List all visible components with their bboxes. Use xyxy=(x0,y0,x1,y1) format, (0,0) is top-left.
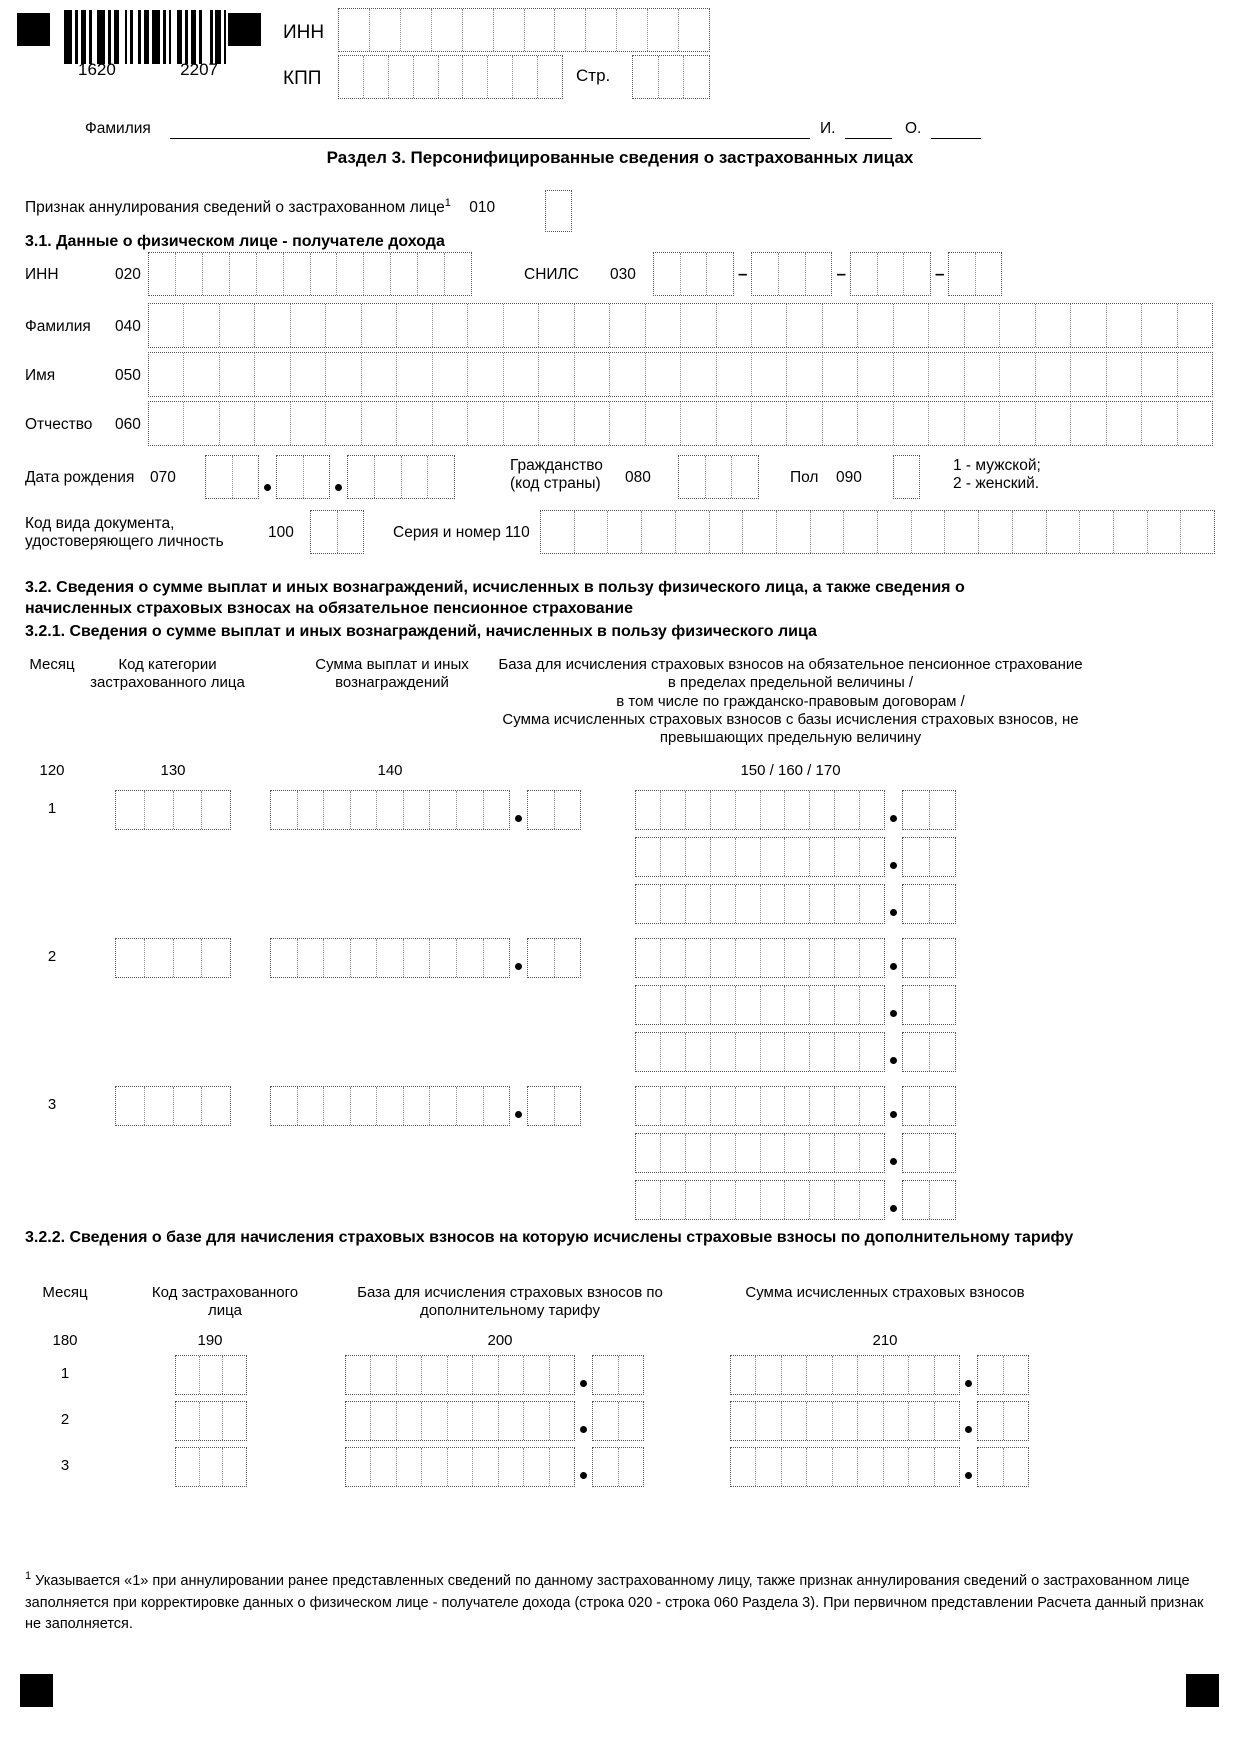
addsum-field-m2-kop[interactable] xyxy=(977,1401,1029,1441)
snils-field[interactable] xyxy=(653,252,1002,296)
barcode-digits xyxy=(78,60,218,80)
month-2-label-322: 2 xyxy=(60,1411,70,1428)
inn-label: ИНН xyxy=(25,266,59,283)
base-field-m3-160-dot xyxy=(890,1158,897,1165)
addsum-field-m3[interactable] xyxy=(730,1447,1029,1487)
addbase-field-m2-dot xyxy=(580,1426,587,1433)
snils-code: 030 xyxy=(610,266,636,283)
payment-field-m3-rub[interactable] xyxy=(270,1086,510,1126)
doc-code-code: 100 xyxy=(268,524,294,541)
base-field-m1-150-rub[interactable] xyxy=(635,790,885,830)
payment-field-m1-rub[interactable] xyxy=(270,790,510,830)
annul-label: Признак аннулирования сведений о застрахованном лице xyxy=(25,199,445,217)
gender-legend-line1: 1 - мужской; xyxy=(953,457,1041,474)
payment-field-m1-kop[interactable] xyxy=(527,790,581,830)
base-field-m1-170-dot xyxy=(890,909,897,916)
barcode-digits-right: 2207 xyxy=(180,60,218,79)
snils-part3[interactable] xyxy=(850,252,931,296)
initial-o-label: О. xyxy=(905,120,922,137)
initial-i-fill-line[interactable] xyxy=(845,116,892,139)
inn-code: 020 xyxy=(115,266,141,283)
gender-code: 090 xyxy=(836,469,862,486)
footnote-text: Указывается «1» при аннулировании ранее представленных сведений по данному застрахованному лицу, также признак аннулирования сведений о застрахованном лице заполняется при корректировке данных о физическом лице - получателе дохода (строка 020 - строка 060 Раздела 3). При первичном представлении Расчета данный признак не заполняется. xyxy=(25,1572,1204,1633)
addbase-field-m1[interactable] xyxy=(345,1355,644,1395)
citizenship-field[interactable] xyxy=(678,455,759,499)
base-field-m2-170-kop[interactable] xyxy=(902,1032,956,1072)
gender-legend-line2: 2 - женский. xyxy=(953,475,1040,493)
inn-top-label: ИНН xyxy=(283,22,325,43)
inn-field[interactable] xyxy=(148,252,472,296)
col-header-month-322: Месяц xyxy=(42,1284,88,1301)
payment-field-m1[interactable] xyxy=(270,790,581,830)
person-code-field-m3[interactable] xyxy=(175,1447,247,1487)
birthdate-dot1 xyxy=(264,484,271,491)
addbase-field-m3-kop[interactable] xyxy=(592,1447,644,1487)
patronymic-code: 060 xyxy=(115,416,141,433)
citizenship-label-line1: Гражданство xyxy=(510,457,603,474)
base-field-m1-160-dot xyxy=(890,862,897,869)
col-header-base-321 xyxy=(498,656,1083,747)
month-2-label-321: 2 xyxy=(47,948,57,965)
kpp-field[interactable] xyxy=(338,55,563,99)
base-field-m2-160-rub[interactable] xyxy=(635,985,885,1025)
base-field-m1-150[interactable] xyxy=(635,790,956,830)
addsum-field-m1-kop[interactable] xyxy=(977,1355,1029,1395)
payment-field-m3-kop[interactable] xyxy=(527,1086,581,1126)
payment-field-m2[interactable] xyxy=(270,938,581,978)
birthdate-year[interactable] xyxy=(347,455,455,499)
addbase-field-m3[interactable] xyxy=(345,1447,644,1487)
section322-title: 3.2.2. Сведения о базе для начисления страховых взносов на которую исчислены страховые взносы по дополнительному тарифу xyxy=(25,1229,1074,1246)
base-field-m3-150[interactable] xyxy=(635,1086,956,1126)
code-190: 190 xyxy=(197,1332,223,1349)
base-field-m2-170-rub[interactable] xyxy=(635,1032,885,1072)
base-field-m3-150-kop[interactable] xyxy=(902,1086,956,1126)
col-header-base-line2: в том числе по гражданско-правовым договорам / xyxy=(616,692,965,710)
inn-top-field[interactable] xyxy=(338,8,710,52)
birthdate-dot2 xyxy=(335,484,342,491)
addsum-field-m2-dot xyxy=(965,1426,972,1433)
base-field-m2-170-dot xyxy=(890,1057,897,1064)
code-210: 210 xyxy=(872,1332,898,1349)
month-1-label-321: 1 xyxy=(47,800,57,817)
firstname-code: 050 xyxy=(115,367,141,384)
addbase-field-m1-rub[interactable] xyxy=(345,1355,575,1395)
surname-label: Фамилия xyxy=(25,318,91,335)
doc-code-label-line1: Код вида документа, xyxy=(25,515,175,532)
page-number-label: Стр. xyxy=(576,66,611,85)
code-180: 180 xyxy=(52,1332,78,1349)
base-field-m3-160-rub[interactable] xyxy=(635,1133,885,1173)
snils-part1[interactable] xyxy=(653,252,734,296)
base-field-m1-160[interactable] xyxy=(635,837,956,877)
payment-field-m2-rub[interactable] xyxy=(270,938,510,978)
base-field-m2-150[interactable] xyxy=(635,938,956,978)
addbase-field-m1-dot xyxy=(580,1380,587,1387)
annul-footnote-mark: 1 xyxy=(444,197,451,209)
addsum-field-m1-dot xyxy=(965,1380,972,1387)
surname-field[interactable] xyxy=(148,303,1213,348)
registration-mark-top-mid xyxy=(228,13,261,46)
birthdate-month[interactable] xyxy=(276,455,330,499)
addbase-field-m2[interactable] xyxy=(345,1401,644,1441)
doc-code-label-line2: удостоверяющего личность xyxy=(25,533,224,551)
col-header-category: Код категории застрахованного лица xyxy=(90,656,245,692)
footnote-mark: 1 xyxy=(25,1570,32,1582)
base-field-m3-160[interactable] xyxy=(635,1133,956,1173)
section3-title: Раздел 3. Персонифицированные сведения о застрахованных лицах xyxy=(326,148,914,167)
patronymic-label: Отчество xyxy=(25,416,93,433)
month-3-label-322: 3 xyxy=(60,1457,70,1474)
code-130: 130 xyxy=(160,762,186,779)
section321-title: 3.2.1. Сведения о сумме выплат и иных вознаграждений, начисленных в пользу физического лица xyxy=(25,623,817,640)
birthdate-day[interactable] xyxy=(205,455,259,499)
registration-mark-bottom-right xyxy=(1186,1674,1219,1707)
category-field-m3[interactable] xyxy=(115,1086,231,1126)
base-field-m2-160[interactable] xyxy=(635,985,956,1025)
addbase-field-m2-rub[interactable] xyxy=(345,1401,575,1441)
base-field-m2-150-rub[interactable] xyxy=(635,938,885,978)
addsum-field-m2-rub[interactable] xyxy=(730,1401,960,1441)
addsum-field-m1[interactable] xyxy=(730,1355,1029,1395)
firstname-label: Имя xyxy=(25,367,56,384)
snils-dash3: – xyxy=(934,264,945,283)
addbase-field-m1-kop[interactable] xyxy=(592,1355,644,1395)
citizenship-label-line2: (код страны) xyxy=(510,475,601,493)
birthdate-field[interactable] xyxy=(205,455,455,499)
person-code-field-m1[interactable] xyxy=(175,1355,247,1395)
kpp-label: КПП xyxy=(283,68,322,89)
code-120: 120 xyxy=(39,762,65,779)
registration-mark-bottom-left xyxy=(20,1674,53,1707)
surname-code: 040 xyxy=(115,318,141,335)
initial-i-label: И. xyxy=(820,120,836,137)
payment-field-m2-kop[interactable] xyxy=(527,938,581,978)
payment-field-m2-dot xyxy=(515,963,522,970)
category-field-m2[interactable] xyxy=(115,938,231,978)
addbase-field-m2-kop[interactable] xyxy=(592,1401,644,1441)
month-1-label-322: 1 xyxy=(60,1365,70,1382)
addsum-field-m3-dot xyxy=(965,1472,972,1479)
birthdate-label: Дата рождения xyxy=(25,469,135,486)
snils-part2[interactable] xyxy=(751,252,832,296)
col-header-base-line3: Сумма исчисленных страховых взносов с базы исчисления страховых взносов, не превышающих предельную величину xyxy=(502,710,1079,747)
birthdate-code: 070 xyxy=(150,469,176,486)
col-header-month-321: Месяц xyxy=(29,656,75,673)
snils-dash1: – xyxy=(738,264,748,283)
series-field[interactable] xyxy=(540,510,1215,554)
base-field-m1-170-kop[interactable] xyxy=(902,884,956,924)
base-field-m3-170-kop[interactable] xyxy=(902,1180,956,1220)
gender-field[interactable] xyxy=(893,455,920,499)
doc-code-field[interactable] xyxy=(310,510,364,554)
firstname-field[interactable] xyxy=(148,352,1213,397)
payment-field-m3-dot xyxy=(515,1111,522,1118)
footnote xyxy=(25,1568,1215,1636)
base-field-m3-170-rub[interactable] xyxy=(635,1180,885,1220)
addbase-field-m3-rub[interactable] xyxy=(345,1447,575,1487)
code-200: 200 xyxy=(487,1332,513,1349)
code-140: 140 xyxy=(377,762,403,779)
patronymic-field[interactable] xyxy=(148,401,1213,446)
col-header-person: Код застрахованного лица xyxy=(151,1284,299,1320)
barcode-bars xyxy=(64,10,232,64)
base-field-m3-170[interactable] xyxy=(635,1180,956,1220)
surname-fill-line[interactable] xyxy=(170,116,810,139)
annul-field[interactable] xyxy=(545,190,572,232)
registration-mark-top-left xyxy=(17,13,50,46)
col-header-base-322: База для исчисления страховых взносов по дополнительному тарифу xyxy=(357,1284,663,1320)
series-label: Серия и номер xyxy=(393,524,501,541)
section31-title: 3.1. Данные о физическом лице - получателе дохода xyxy=(25,233,445,250)
addsum-field-m3-rub[interactable] xyxy=(730,1447,960,1487)
base-field-m3-160-kop[interactable] xyxy=(902,1133,956,1173)
category-field-m1[interactable] xyxy=(115,790,231,830)
base-field-m2-160-kop[interactable] xyxy=(902,985,956,1025)
addbase-field-m3-dot xyxy=(580,1472,587,1479)
base-field-m3-150-rub[interactable] xyxy=(635,1086,885,1126)
series-code: 110 xyxy=(505,524,530,541)
base-field-m1-160-kop[interactable] xyxy=(902,837,956,877)
col-header-sum-322: Сумма исчисленных страховых взносов xyxy=(745,1284,1025,1301)
snils-label: СНИЛС xyxy=(524,266,579,283)
citizenship-code: 080 xyxy=(625,469,651,486)
section32-title: 3.2. Сведения о сумме выплат и иных вознаграждений, исчисленных в пользу физического лица, а также сведения о начисленных страховых взносах на обязательное пенсионное страхование xyxy=(25,579,965,617)
base-field-m3-150-dot xyxy=(890,1111,897,1118)
base-field-m2-150-dot xyxy=(890,963,897,970)
snils-part4[interactable] xyxy=(948,252,1002,296)
col-header-base-line1: База для исчисления страховых взносов на обязательное пенсионное страхование в пределах предельной величины / xyxy=(498,656,1083,692)
base-field-m1-170-rub[interactable] xyxy=(635,884,885,924)
base-field-m3-170-dot xyxy=(890,1205,897,1212)
surname-line-label: Фамилия xyxy=(85,120,151,137)
base-field-m1-170[interactable] xyxy=(635,884,956,924)
base-field-m1-150-kop[interactable] xyxy=(902,790,956,830)
gender-label: Пол xyxy=(790,469,819,486)
annul-code: 010 xyxy=(469,199,496,217)
month-3-label-321: 3 xyxy=(47,1096,57,1113)
payment-field-m1-dot xyxy=(515,815,522,822)
col-header-sum-321: Сумма выплат и иных вознаграждений xyxy=(315,656,469,692)
addsum-field-m1-rub[interactable] xyxy=(730,1355,960,1395)
code-150-160-170: 150 / 160 / 170 xyxy=(740,762,841,779)
base-field-m1-150-dot xyxy=(890,815,897,822)
base-field-m2-150-kop[interactable] xyxy=(902,938,956,978)
base-field-m1-160-rub[interactable] xyxy=(635,837,885,877)
barcode-digits-left: 1620 xyxy=(78,60,116,79)
addsum-field-m2[interactable] xyxy=(730,1401,1029,1441)
snils-dash2: – xyxy=(836,264,846,283)
person-code-field-m2[interactable] xyxy=(175,1401,247,1441)
addsum-field-m3-kop[interactable] xyxy=(977,1447,1029,1487)
page-number-field[interactable] xyxy=(632,55,710,99)
base-field-m2-170[interactable] xyxy=(635,1032,956,1072)
initial-o-fill-line[interactable] xyxy=(931,116,981,139)
payment-field-m3[interactable] xyxy=(270,1086,581,1126)
base-field-m2-160-dot xyxy=(890,1010,897,1017)
